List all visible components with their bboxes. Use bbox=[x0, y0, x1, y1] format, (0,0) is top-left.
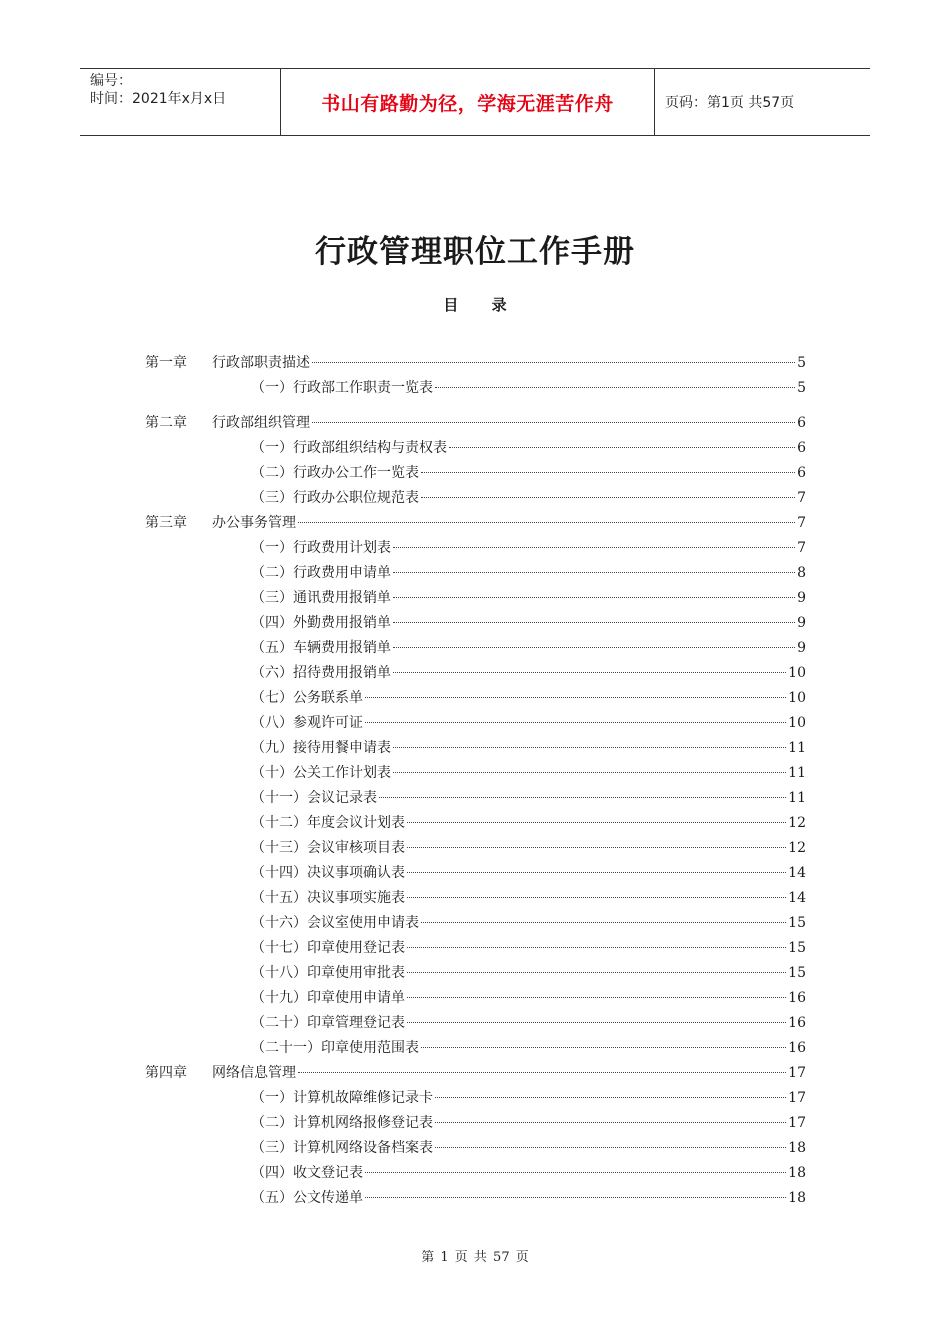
toc-page-number: 8 bbox=[797, 565, 806, 581]
toc-page-number: 18 bbox=[788, 1190, 806, 1206]
toc-entry-label: （三）计算机网络设备档案表 bbox=[251, 1140, 433, 1156]
toc-dot-leader bbox=[298, 522, 795, 523]
toc-page-number: 6 bbox=[797, 440, 806, 456]
toc-section-entry[interactable] bbox=[145, 1036, 806, 1061]
toc-dot-leader bbox=[393, 747, 786, 748]
toc-entry-label: （十四）决议事项确认表 bbox=[251, 865, 405, 881]
toc-dot-leader bbox=[312, 422, 795, 423]
toc-section-entry[interactable] bbox=[145, 861, 806, 886]
toc-entry-label: （十三）会议审核项目表 bbox=[251, 840, 405, 856]
toc-page-number: 7 bbox=[797, 515, 806, 531]
toc-entry-label: （十八）印章使用审批表 bbox=[251, 965, 405, 981]
toc-dot-leader bbox=[421, 1047, 786, 1048]
document-code-label: 编号： bbox=[90, 73, 132, 89]
toc-entry-label: 行政部职责描述 bbox=[212, 355, 310, 371]
toc-section-entry[interactable] bbox=[145, 986, 806, 1011]
toc-section-entry[interactable] bbox=[145, 636, 806, 661]
toc-section-entry[interactable] bbox=[145, 886, 806, 911]
toc-section-entry[interactable] bbox=[145, 786, 806, 811]
toc-dot-leader bbox=[298, 1072, 786, 1073]
toc-heading: 目 录 bbox=[443, 296, 521, 314]
toc-page-number: 10 bbox=[788, 715, 806, 731]
toc-dot-leader bbox=[421, 922, 786, 923]
toc-dot-leader bbox=[435, 1147, 786, 1148]
toc-dot-leader bbox=[393, 647, 795, 648]
toc-page-number: 18 bbox=[788, 1140, 806, 1156]
toc-dot-leader bbox=[435, 1122, 786, 1123]
toc-dot-leader bbox=[365, 722, 786, 723]
toc-section-entry[interactable] bbox=[145, 461, 806, 486]
toc-entry-label: （二）行政费用申请单 bbox=[251, 565, 391, 581]
toc-dot-leader bbox=[379, 797, 786, 798]
document-time-label: 时间：2021年x月x日 bbox=[90, 91, 227, 107]
toc-entry-label: （二）行政办公工作一览表 bbox=[251, 465, 419, 481]
toc-dot-leader bbox=[312, 362, 795, 363]
toc-entry-label: （三）通讯费用报销单 bbox=[251, 590, 391, 606]
toc-entry-label: （二十一）印章使用范围表 bbox=[251, 1040, 419, 1056]
toc-section-entry[interactable] bbox=[145, 761, 806, 786]
toc-dot-leader bbox=[365, 697, 786, 698]
toc-dot-leader bbox=[365, 1172, 786, 1173]
toc-section-entry[interactable] bbox=[145, 936, 806, 961]
toc-page-number: 14 bbox=[788, 865, 806, 881]
toc-entry-label: （四）收文登记表 bbox=[251, 1165, 363, 1181]
toc-dot-leader bbox=[393, 547, 795, 548]
toc-dot-leader bbox=[449, 447, 795, 448]
toc-section-entry[interactable] bbox=[145, 436, 806, 461]
toc-entry-label: （一）行政部组织结构与责权表 bbox=[251, 440, 447, 456]
toc-entry-label: （一）行政费用计划表 bbox=[251, 540, 391, 556]
toc-entry-label: （十七）印章使用登记表 bbox=[251, 940, 405, 956]
toc-chapter-number: 第二章 bbox=[145, 415, 187, 431]
toc-section-entry[interactable] bbox=[145, 536, 806, 561]
toc-dot-leader bbox=[393, 572, 795, 573]
toc-section-entry[interactable] bbox=[145, 1111, 806, 1136]
toc-section-entry[interactable] bbox=[145, 686, 806, 711]
toc-entry-label: （十六）会议室使用申请表 bbox=[251, 915, 419, 931]
toc-section-entry[interactable] bbox=[145, 661, 806, 686]
toc-dot-leader bbox=[393, 672, 786, 673]
table-of-contents bbox=[145, 351, 806, 1211]
toc-dot-leader bbox=[407, 1022, 786, 1023]
toc-page-number: 17 bbox=[788, 1115, 806, 1131]
toc-section-entry[interactable] bbox=[145, 711, 806, 736]
toc-entry-label: （十二）年度会议计划表 bbox=[251, 815, 405, 831]
toc-page-number: 16 bbox=[788, 990, 806, 1006]
toc-section-entry[interactable] bbox=[145, 1086, 806, 1111]
toc-entry-label: （四）外勤费用报销单 bbox=[251, 615, 391, 631]
header-motto: 书山有路勤为径，学海无涯苦作舟 bbox=[281, 69, 655, 135]
page-footer: 第 1 页 共 57 页 bbox=[421, 1250, 529, 1265]
toc-entry-label: （一）行政部工作职责一览表 bbox=[251, 380, 433, 396]
toc-section-entry[interactable] bbox=[145, 1011, 806, 1036]
toc-entry-label: （二）计算机网络报修登记表 bbox=[251, 1115, 433, 1131]
toc-section-entry[interactable] bbox=[145, 836, 806, 861]
toc-page-number: 9 bbox=[797, 590, 806, 606]
toc-section-entry[interactable] bbox=[145, 811, 806, 836]
toc-section-entry[interactable] bbox=[145, 586, 806, 611]
toc-page-number: 17 bbox=[788, 1090, 806, 1106]
toc-entry-label: （十一）会议记录表 bbox=[251, 790, 377, 806]
toc-chapter-entry[interactable] bbox=[145, 511, 806, 536]
toc-chapter-number: 第四章 bbox=[145, 1065, 187, 1081]
toc-entry-label: （十九）印章使用申请单 bbox=[251, 990, 405, 1006]
toc-dot-leader bbox=[421, 472, 795, 473]
toc-section-entry[interactable] bbox=[145, 561, 806, 586]
toc-entry-label: （十）公关工作计划表 bbox=[251, 765, 391, 781]
toc-chapter-entry[interactable] bbox=[145, 411, 806, 436]
toc-section-entry[interactable] bbox=[145, 911, 806, 936]
toc-dot-leader bbox=[407, 847, 786, 848]
toc-entry-label: （六）招待费用报销单 bbox=[251, 665, 391, 681]
toc-entry-label: （八）参观许可证 bbox=[251, 715, 363, 731]
toc-entry-label: （二十）印章管理登记表 bbox=[251, 1015, 405, 1031]
toc-dot-leader bbox=[435, 1097, 786, 1098]
toc-section-entry[interactable] bbox=[145, 1136, 806, 1161]
toc-dot-leader bbox=[407, 972, 786, 973]
toc-page-number: 9 bbox=[797, 640, 806, 656]
toc-entry-label: （七）公务联系单 bbox=[251, 690, 363, 706]
toc-page-number: 10 bbox=[788, 690, 806, 706]
toc-section-entry[interactable] bbox=[145, 1161, 806, 1186]
toc-section-entry[interactable] bbox=[145, 376, 806, 401]
toc-dot-leader bbox=[393, 622, 795, 623]
toc-chapter-entry[interactable] bbox=[145, 1061, 806, 1086]
toc-page-number: 5 bbox=[797, 380, 806, 396]
toc-page-number: 16 bbox=[788, 1015, 806, 1031]
toc-page-number: 5 bbox=[797, 355, 806, 371]
toc-dot-leader bbox=[421, 497, 795, 498]
toc-chapter-number: 第一章 bbox=[145, 355, 187, 371]
toc-dot-leader bbox=[407, 872, 786, 873]
toc-entry-label: 行政部组织管理 bbox=[212, 415, 310, 431]
toc-page-number: 7 bbox=[797, 490, 806, 506]
toc-page-number: 7 bbox=[797, 540, 806, 556]
toc-page-number: 10 bbox=[788, 665, 806, 681]
toc-page-number: 18 bbox=[788, 1165, 806, 1181]
toc-entry-label: （三）行政办公职位规范表 bbox=[251, 490, 419, 506]
toc-page-number: 17 bbox=[788, 1065, 806, 1081]
toc-chapter-entry[interactable] bbox=[145, 351, 806, 376]
toc-dot-leader bbox=[407, 897, 786, 898]
toc-entry-label: （一）计算机故障维修记录卡 bbox=[251, 1090, 433, 1106]
toc-section-entry[interactable] bbox=[145, 736, 806, 761]
toc-dot-leader bbox=[407, 822, 786, 823]
toc-entry-label: 办公事务管理 bbox=[212, 515, 296, 531]
toc-dot-leader bbox=[393, 772, 786, 773]
toc-dot-leader bbox=[365, 1197, 786, 1198]
toc-entry-label: 网络信息管理 bbox=[212, 1065, 296, 1081]
toc-page-number: 6 bbox=[797, 465, 806, 481]
toc-page-number: 11 bbox=[788, 765, 806, 781]
toc-section-entry[interactable] bbox=[145, 1186, 806, 1211]
toc-page-number: 15 bbox=[788, 915, 806, 931]
toc-page-number: 12 bbox=[788, 840, 806, 856]
toc-page-number: 6 bbox=[797, 415, 806, 431]
toc-page-number: 11 bbox=[788, 790, 806, 806]
toc-section-entry[interactable] bbox=[145, 961, 806, 986]
toc-entry-label: （五）公文传递单 bbox=[251, 1190, 363, 1206]
toc-page-number: 15 bbox=[788, 965, 806, 981]
toc-chapter-number: 第三章 bbox=[145, 515, 187, 531]
toc-section-entry[interactable] bbox=[145, 611, 806, 636]
toc-page-number: 16 bbox=[788, 1040, 806, 1056]
toc-page-number: 11 bbox=[788, 740, 806, 756]
toc-page-number: 14 bbox=[788, 890, 806, 906]
document-title: 行政管理职位工作手册 bbox=[315, 234, 635, 270]
toc-dot-leader bbox=[407, 947, 786, 948]
toc-page-number: 15 bbox=[788, 940, 806, 956]
toc-dot-leader bbox=[393, 597, 795, 598]
header-meta bbox=[80, 69, 281, 135]
toc-entry-label: （十五）决议事项实施表 bbox=[251, 890, 405, 906]
toc-page-number: 12 bbox=[788, 815, 806, 831]
toc-section-entry[interactable] bbox=[145, 486, 806, 511]
toc-dot-leader bbox=[407, 997, 786, 998]
toc-entry-label: （九）接待用餐申请表 bbox=[251, 740, 391, 756]
toc-dot-leader bbox=[435, 387, 795, 388]
toc-entry-label: （五）车辆费用报销单 bbox=[251, 640, 391, 656]
toc-page-number: 9 bbox=[797, 615, 806, 631]
header-page-info: 页码：第1页 共57页 bbox=[665, 95, 795, 111]
page-header bbox=[80, 68, 870, 136]
